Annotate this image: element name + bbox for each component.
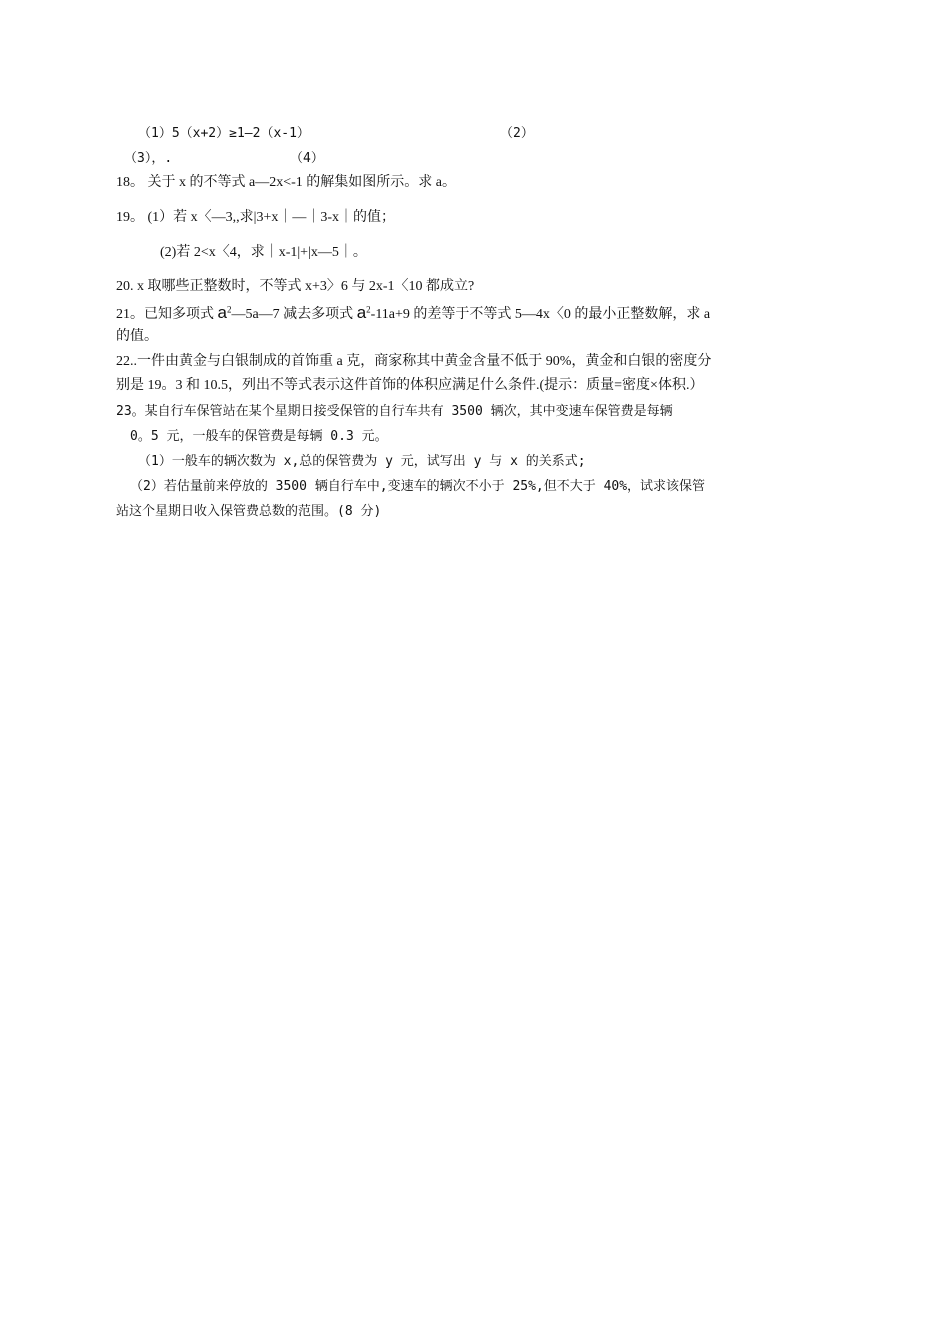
q21-exp1: 2 <box>226 304 232 315</box>
q22-line2: 别是 19。3 和 10.5，列出不等式表示这件首饰的体积应满足什么条件.(提示：质量=密度×体积.） <box>116 378 704 393</box>
q23-line3: （1）一般车的辆次数为 x,总的保管费为 y 元，试写出 y 与 x 的关系式; <box>138 454 586 469</box>
q17-part2: （2） <box>500 126 534 141</box>
q21-line2: 的值。 <box>116 329 158 344</box>
q17-part1: （1）5（x+2）≥1—2（x-1） <box>138 126 310 141</box>
q21-prefix: 21。已知多项式 <box>116 307 218 322</box>
q21-line1 <box>116 304 710 324</box>
q20-text: 20. x 取哪些正整数时，不等式 x+3〉6 与 2x-1〈10 都成立? <box>116 279 475 294</box>
q21-var1: a <box>217 303 227 322</box>
q17-part3: （3），. <box>124 151 173 166</box>
q21-exp2: 2 <box>366 304 371 315</box>
q19-line2: (2)若 2<x〈4，求｜x-1|+|x—5｜。 <box>160 245 367 260</box>
q23-line5: 站这个星期日收入保管费总数的范围。(8 分) <box>116 504 382 519</box>
q19-line1: 19。 (1）若 x〈—3,,求|3+x｜—｜3-x｜的值； <box>116 210 396 225</box>
q21-var2: a <box>356 303 367 322</box>
q23-line4: （2）若估量前来停放的 3500 辆自行车中,变速车的辆次不小于 25%,但不大于 40%，试求该保管 <box>130 479 706 494</box>
q18-text: 18。 关于 x 的不等式 a—2x<-1 的解集如图所示。求 a。 <box>116 175 456 190</box>
q22-line1: 22..一件由黄金与白银制成的首饰重 a 克，商家称其中黄金含量不低于 90%，黄金和白银的密度分 <box>116 354 712 369</box>
q17-part4: （4） <box>290 151 324 166</box>
q21-mid: —5a—7 减去多项式 <box>231 307 357 322</box>
q21-suffix: -11a+9 的差等于不等式 5—4x〈0 的最小正整数解，求 a <box>370 307 711 322</box>
q23-line2: 0。5 元，一般车的保管费是每辆 0.3 元。 <box>130 429 388 444</box>
q23-line1: 23。某自行车保管站在某个星期日接受保管的自行车共有 3500 辆次，其中变速车保管费是每辆 <box>116 404 673 419</box>
